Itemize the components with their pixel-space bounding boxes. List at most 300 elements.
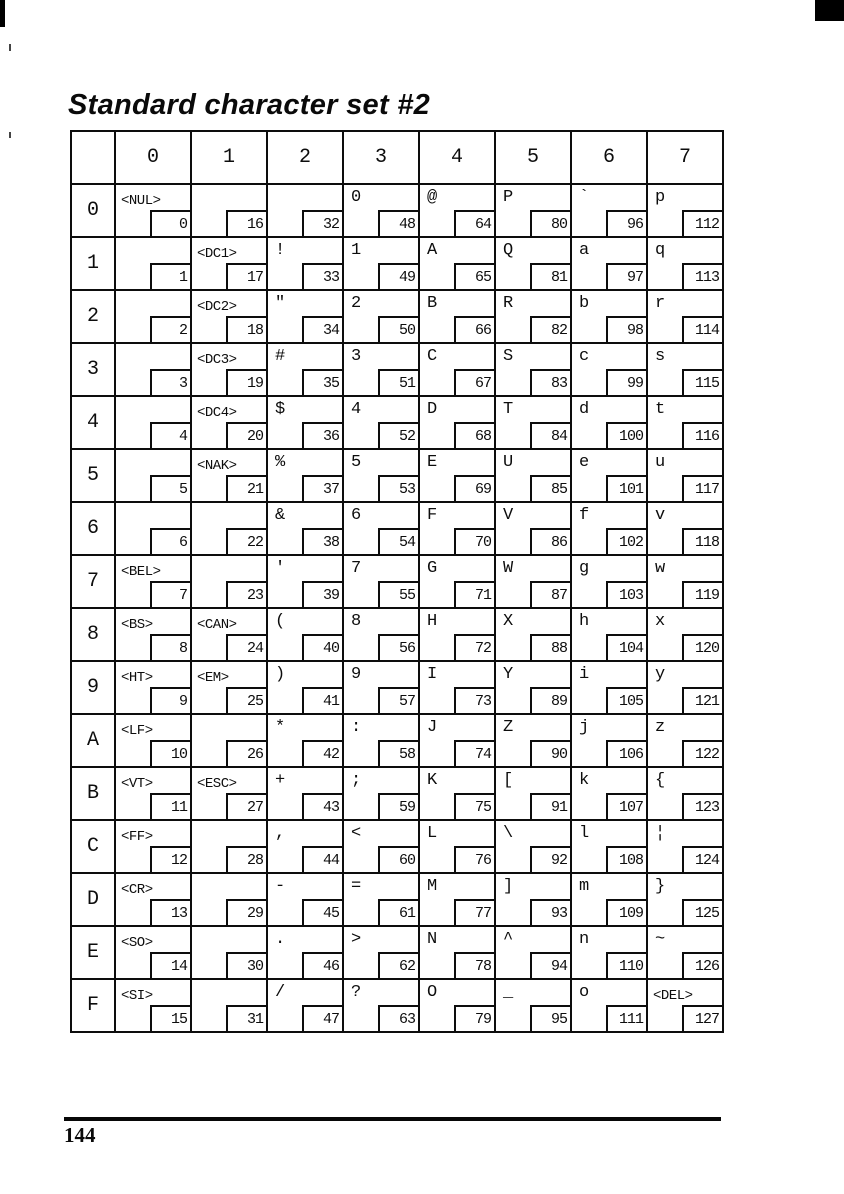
cell-character: 8: [351, 612, 362, 631]
cell-character: <DC4>: [197, 405, 237, 421]
cell-code-box: 119: [682, 581, 722, 607]
cell-code-box: 7: [150, 581, 190, 607]
cell-character: t: [655, 400, 666, 419]
cell-character: B: [427, 294, 438, 313]
charset-cell: [571, 343, 647, 396]
cell-code-box: 93: [530, 899, 570, 925]
row-header-B: B: [71, 767, 115, 820]
cell-character: !: [275, 241, 286, 260]
cell-code-box: 91: [530, 793, 570, 819]
cell-character: 0: [351, 188, 362, 207]
table-row: [71, 396, 723, 449]
charset-cell: [571, 555, 647, 608]
charset-cell: [115, 449, 191, 502]
cell-code-box: 34: [302, 316, 342, 342]
cell-code-box: 59: [378, 793, 418, 819]
cell-character: I: [427, 665, 438, 684]
cell-character: <BEL>: [121, 564, 161, 580]
cell-character: [: [503, 771, 514, 790]
cell-character: j: [579, 718, 590, 737]
charset-cell: [191, 449, 267, 502]
cell-code-box: 79: [454, 1005, 494, 1031]
cell-code-box: 26: [226, 740, 266, 766]
cell-code-box: 29: [226, 899, 266, 925]
charset-cell: [267, 926, 343, 979]
col-header-3: 3: [343, 131, 419, 184]
cell-code-box: 12: [150, 846, 190, 872]
cell-code-box: 96: [606, 210, 646, 236]
charset-cell: [647, 502, 723, 555]
cell-code-box: 114: [682, 316, 722, 342]
cell-code-box: 84: [530, 422, 570, 448]
corner-cell: [71, 131, 115, 184]
cell-code-box: 76: [454, 846, 494, 872]
cell-character: 9: [351, 665, 362, 684]
table-row: [71, 714, 723, 767]
charset-cell: [647, 184, 723, 237]
charset-cell: [267, 714, 343, 767]
cell-code-box: 123: [682, 793, 722, 819]
cell-code-box: 18: [226, 316, 266, 342]
cell-character: J: [427, 718, 438, 737]
cell-character: ;: [351, 771, 362, 790]
charset-cell: [115, 396, 191, 449]
cell-character: Y: [503, 665, 514, 684]
scan-artifact-top-left: [0, 0, 5, 27]
cell-character: (: [275, 612, 286, 631]
charset-cell: [419, 555, 495, 608]
cell-character: s: [655, 347, 666, 366]
cell-character: 6: [351, 506, 362, 525]
charset-cell: [115, 820, 191, 873]
charset-cell: [115, 926, 191, 979]
charset-cell: [419, 396, 495, 449]
cell-character: {: [655, 771, 666, 790]
charset-cell: [115, 502, 191, 555]
cell-character: R: [503, 294, 514, 313]
cell-code-box: 58: [378, 740, 418, 766]
cell-character: 2: [351, 294, 362, 313]
row-header-0: 0: [71, 184, 115, 237]
charset-cell: [571, 820, 647, 873]
charset-cell: [495, 661, 571, 714]
charset-cell: [267, 608, 343, 661]
table-row: [71, 290, 723, 343]
charset-cell: [115, 290, 191, 343]
cell-code-box: 75: [454, 793, 494, 819]
cell-code-box: 100: [606, 422, 646, 448]
cell-code-box: 108: [606, 846, 646, 872]
charset-cell: [495, 449, 571, 502]
cell-character: .: [275, 930, 286, 949]
charset-cell: [191, 979, 267, 1032]
charset-cell: [343, 237, 419, 290]
cell-code-box: 11: [150, 793, 190, 819]
charset-cell: [115, 873, 191, 926]
footer-rule: [64, 1117, 721, 1121]
charset-cell: [267, 449, 343, 502]
charset-cell: [343, 873, 419, 926]
col-header-5: 5: [495, 131, 571, 184]
cell-code-box: 97: [606, 263, 646, 289]
cell-character: 7: [351, 559, 362, 578]
row-header-6: 6: [71, 502, 115, 555]
cell-character: _: [503, 983, 514, 1002]
cell-code-box: 87: [530, 581, 570, 607]
charset-cell: [647, 237, 723, 290]
cell-character: <FF>: [121, 829, 153, 845]
cell-character: V: [503, 506, 514, 525]
cell-character: q: [655, 241, 666, 260]
cell-code-box: 60: [378, 846, 418, 872]
charset-cell: [191, 926, 267, 979]
cell-code-box: 92: [530, 846, 570, 872]
cell-code-box: 105: [606, 687, 646, 713]
cell-character: i: [579, 665, 590, 684]
cell-character: ": [275, 294, 286, 313]
charset-cell: [267, 237, 343, 290]
charset-cell: [419, 343, 495, 396]
cell-code-box: 46: [302, 952, 342, 978]
cell-code-box: 113: [682, 263, 722, 289]
scan-artifact-top-right: [815, 0, 844, 21]
cell-code-box: 122: [682, 740, 722, 766]
table-row: [71, 979, 723, 1032]
row-header-C: C: [71, 820, 115, 873]
table-row: [71, 661, 723, 714]
cell-character: <VT>: [121, 776, 153, 792]
charset-cell: [191, 237, 267, 290]
cell-code-box: 64: [454, 210, 494, 236]
cell-character: o: [579, 983, 590, 1002]
cell-character: :: [351, 718, 362, 737]
table-row: [71, 502, 723, 555]
cell-code-box: 68: [454, 422, 494, 448]
charset-cell: [495, 767, 571, 820]
cell-character: }: [655, 877, 666, 896]
cell-character: \: [503, 824, 514, 843]
cell-code-box: 65: [454, 263, 494, 289]
cell-code-box: 55: [378, 581, 418, 607]
cell-code-box: 39: [302, 581, 342, 607]
charset-table-body: [71, 184, 723, 1032]
cell-character: z: [655, 718, 666, 737]
cell-code-box: 104: [606, 634, 646, 660]
cell-code-box: 110: [606, 952, 646, 978]
charset-cell: [115, 343, 191, 396]
charset-cell: [647, 290, 723, 343]
cell-code-box: 95: [530, 1005, 570, 1031]
charset-cell: [571, 290, 647, 343]
cell-character: +: [275, 771, 286, 790]
cell-code-box: 19: [226, 369, 266, 395]
cell-character: <HT>: [121, 670, 153, 686]
cell-character: L: [427, 824, 438, 843]
row-header-8: 8: [71, 608, 115, 661]
cell-character: l: [579, 824, 590, 843]
cell-code-box: 20: [226, 422, 266, 448]
table-row: [71, 555, 723, 608]
charset-cell: [191, 820, 267, 873]
cell-character: ¦: [655, 824, 666, 843]
cell-code-box: 22: [226, 528, 266, 554]
charset-cell: [419, 290, 495, 343]
charset-cell: [115, 555, 191, 608]
charset-cell: [495, 714, 571, 767]
cell-character: <LF>: [121, 723, 153, 739]
cell-character: `: [579, 188, 590, 207]
cell-code-box: 126: [682, 952, 722, 978]
cell-code-box: 31: [226, 1005, 266, 1031]
charset-cell: [267, 502, 343, 555]
charset-cell: [647, 820, 723, 873]
charset-cell: [343, 926, 419, 979]
charset-cell: [191, 396, 267, 449]
cell-code-box: 69: [454, 475, 494, 501]
cell-character: K: [427, 771, 438, 790]
cell-character: M: [427, 877, 438, 896]
charset-cell: [495, 343, 571, 396]
cell-code-box: 23: [226, 581, 266, 607]
charset-cell: [115, 184, 191, 237]
table-row: [71, 184, 723, 237]
cell-code-box: 43: [302, 793, 342, 819]
cell-code-box: 85: [530, 475, 570, 501]
charset-cell: [343, 502, 419, 555]
table-row: [71, 608, 723, 661]
cell-code-box: 86: [530, 528, 570, 554]
cell-code-box: 25: [226, 687, 266, 713]
cell-character: 3: [351, 347, 362, 366]
charset-cell: [571, 184, 647, 237]
charset-cell: [115, 661, 191, 714]
charset-cell: [343, 608, 419, 661]
cell-code-box: 45: [302, 899, 342, 925]
cell-code-box: 62: [378, 952, 418, 978]
cell-character: *: [275, 718, 286, 737]
cell-code-box: 80: [530, 210, 570, 236]
cell-character: H: [427, 612, 438, 631]
cell-code-box: 115: [682, 369, 722, 395]
row-header-3: 3: [71, 343, 115, 396]
cell-code-box: 17: [226, 263, 266, 289]
charset-cell: [647, 608, 723, 661]
cell-character: S: [503, 347, 514, 366]
charset-cell: [267, 290, 343, 343]
charset-cell: [191, 184, 267, 237]
cell-character: E: [427, 453, 438, 472]
cell-code-box: 120: [682, 634, 722, 660]
page-title: Standard character set #2: [68, 89, 431, 122]
page-number: 144: [64, 1123, 96, 1147]
cell-character: @: [427, 188, 438, 207]
cell-code-box: 82: [530, 316, 570, 342]
charset-cell: [115, 237, 191, 290]
cell-code-box: 81: [530, 263, 570, 289]
cell-character: b: [579, 294, 590, 313]
charset-cell: [495, 926, 571, 979]
cell-character: A: [427, 241, 438, 260]
charset-cell: [191, 661, 267, 714]
cell-character: $: [275, 400, 286, 419]
cell-character: <BS>: [121, 617, 153, 633]
charset-table-head-row: [71, 131, 723, 184]
cell-character: f: [579, 506, 590, 525]
charset-cell: [495, 396, 571, 449]
charset-cell: [191, 767, 267, 820]
cell-code-box: 28: [226, 846, 266, 872]
character-set-table: [70, 130, 724, 1033]
charset-cell: [647, 714, 723, 767]
cell-character: F: [427, 506, 438, 525]
cell-code-box: 47: [302, 1005, 342, 1031]
charset-cell: [495, 555, 571, 608]
cell-code-box: 73: [454, 687, 494, 713]
cell-character: g: [579, 559, 590, 578]
cell-character: 1: [351, 241, 362, 260]
cell-character: x: [655, 612, 666, 631]
charset-cell: [495, 608, 571, 661]
col-header-1: 1: [191, 131, 267, 184]
cell-character: ^: [503, 930, 514, 949]
charset-cell: [495, 873, 571, 926]
cell-code-box: 94: [530, 952, 570, 978]
cell-code-box: 0: [150, 210, 190, 236]
charset-cell: [267, 820, 343, 873]
cell-character: O: [427, 983, 438, 1002]
charset-cell: [419, 714, 495, 767]
cell-character: m: [579, 877, 590, 896]
cell-code-box: 66: [454, 316, 494, 342]
cell-code-box: 88: [530, 634, 570, 660]
row-header-D: D: [71, 873, 115, 926]
charset-cell: [647, 767, 723, 820]
charset-cell: [343, 290, 419, 343]
cell-code-box: 4: [150, 422, 190, 448]
charset-cell: [419, 608, 495, 661]
charset-cell: [419, 502, 495, 555]
cell-character: Z: [503, 718, 514, 737]
charset-cell: [419, 767, 495, 820]
cell-code-box: 56: [378, 634, 418, 660]
cell-character: a: [579, 241, 590, 260]
charset-cell: [571, 979, 647, 1032]
cell-code-box: 61: [378, 899, 418, 925]
cell-code-box: 33: [302, 263, 342, 289]
charset-cell: [571, 237, 647, 290]
cell-code-box: 44: [302, 846, 342, 872]
table-row: [71, 343, 723, 396]
cell-character: T: [503, 400, 514, 419]
cell-code-box: 54: [378, 528, 418, 554]
charset-cell: [419, 926, 495, 979]
cell-code-box: 24: [226, 634, 266, 660]
charset-cell: [571, 767, 647, 820]
charset-cell: [495, 502, 571, 555]
charset-cell: [419, 873, 495, 926]
charset-cell: [571, 449, 647, 502]
charset-cell: [191, 714, 267, 767]
cell-code-box: 10: [150, 740, 190, 766]
cell-code-box: 124: [682, 846, 722, 872]
cell-code-box: 121: [682, 687, 722, 713]
charset-cell: [647, 979, 723, 1032]
cell-code-box: 30: [226, 952, 266, 978]
table-row: [71, 449, 723, 502]
col-header-2: 2: [267, 131, 343, 184]
cell-code-box: 13: [150, 899, 190, 925]
cell-code-box: 118: [682, 528, 722, 554]
charset-cell: [115, 767, 191, 820]
cell-code-box: 99: [606, 369, 646, 395]
row-header-9: 9: [71, 661, 115, 714]
cell-code-box: 89: [530, 687, 570, 713]
charset-cell: [419, 184, 495, 237]
cell-character: <CR>: [121, 882, 153, 898]
charset-cell: [191, 343, 267, 396]
charset-cell: [647, 555, 723, 608]
cell-code-box: 83: [530, 369, 570, 395]
charset-cell: [495, 290, 571, 343]
charset-cell: [419, 820, 495, 873]
charset-cell: [571, 873, 647, 926]
cell-character: <: [351, 824, 362, 843]
charset-cell: [267, 555, 343, 608]
cell-character: /: [275, 983, 286, 1002]
cell-character: <DC3>: [197, 352, 237, 368]
charset-cell: [267, 979, 343, 1032]
cell-character: Q: [503, 241, 514, 260]
cell-character: e: [579, 453, 590, 472]
cell-character: G: [427, 559, 438, 578]
cell-character: ,: [275, 824, 286, 843]
charset-cell: [647, 449, 723, 502]
cell-code-box: 106: [606, 740, 646, 766]
cell-code-box: 37: [302, 475, 342, 501]
charset-cell: [419, 979, 495, 1032]
cell-character: <SI>: [121, 988, 153, 1004]
cell-code-box: 9: [150, 687, 190, 713]
cell-code-box: 67: [454, 369, 494, 395]
cell-code-box: 52: [378, 422, 418, 448]
cell-code-box: 51: [378, 369, 418, 395]
cell-code-box: 57: [378, 687, 418, 713]
charset-cell: [647, 661, 723, 714]
table-row: [71, 873, 723, 926]
row-header-4: 4: [71, 396, 115, 449]
cell-code-box: 102: [606, 528, 646, 554]
cell-code-box: 107: [606, 793, 646, 819]
charset-cell: [115, 608, 191, 661]
cell-character: w: [655, 559, 666, 578]
cell-code-box: 116: [682, 422, 722, 448]
cell-code-box: 48: [378, 210, 418, 236]
col-header-4: 4: [419, 131, 495, 184]
charset-cell: [571, 608, 647, 661]
cell-character: v: [655, 506, 666, 525]
row-header-F: F: [71, 979, 115, 1032]
charset-cell: [343, 661, 419, 714]
scan-speck: [9, 132, 11, 138]
cell-character: <CAN>: [197, 617, 237, 633]
cell-character: C: [427, 347, 438, 366]
row-header-E: E: [71, 926, 115, 979]
cell-code-box: 125: [682, 899, 722, 925]
charset-cell: [115, 714, 191, 767]
cell-code-box: 127: [682, 1005, 722, 1031]
cell-character: ): [275, 665, 286, 684]
charset-cell: [647, 396, 723, 449]
